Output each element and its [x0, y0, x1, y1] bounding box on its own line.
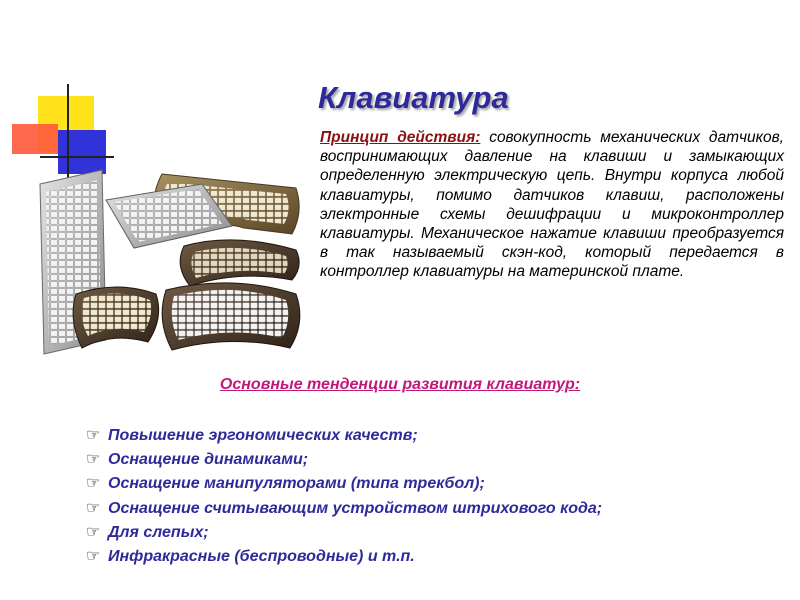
- trends-list: [86, 424, 602, 569]
- pointing-hand-icon: ☞: [86, 475, 101, 493]
- slide-title: Клавиатура: [318, 80, 509, 115]
- curved-keyboard-right-image: [162, 283, 300, 350]
- principle-label: Принцип действия:: [320, 129, 481, 146]
- trend-item: [86, 497, 602, 521]
- trend-item: [86, 521, 602, 545]
- dark-split-keyboard-image: [180, 240, 299, 286]
- pointing-hand-icon: ☞: [86, 548, 101, 566]
- pointing-hand-icon: ☞: [86, 499, 101, 517]
- trend-item-text: Повышение эргономических качеств;: [108, 427, 418, 444]
- pointing-hand-icon: ☞: [86, 427, 101, 444]
- decor-horizontal-line: [40, 156, 114, 158]
- pointing-hand-icon: ☞: [86, 523, 101, 541]
- trend-item: [86, 472, 602, 496]
- principle-text: совокупность механических датчиков, воспринимающих давление на клавиши и замыкающих определенную электрическую цепь. Внутри корпуса любой клавиатуры, помимо датчиков клавиш, расположены электронные схемы дешифрации и микроконтроллер клавиатуры. Механическое нажатие клавиши преобразуется в так называемый скэн-код, который передается в контроллер клавиатуры на материнской плате.: [320, 129, 784, 281]
- trends-heading: Основные тенденции развития клавиатур:: [219, 376, 581, 393]
- decor-red-square: [12, 124, 58, 154]
- trend-item-text: Для слепых;: [108, 523, 209, 541]
- trend-item-text: Оснащение манипуляторами (типа трекбол);: [108, 475, 485, 493]
- pointing-hand-icon: ☞: [86, 451, 101, 469]
- trend-item-text: Оснащение динамиками;: [108, 451, 309, 469]
- trend-item: [86, 545, 602, 569]
- keyboards-photo: [34, 162, 310, 360]
- trend-item: [86, 448, 602, 472]
- trend-item: [86, 424, 602, 448]
- trend-item-text: Инфракрасные (беспроводные) и т.п.: [108, 548, 415, 566]
- principle-description: [320, 128, 784, 282]
- trend-item-text: Оснащение считывающим устройством штрихового кода;: [108, 499, 603, 517]
- curved-keyboard-left-image: [73, 287, 159, 348]
